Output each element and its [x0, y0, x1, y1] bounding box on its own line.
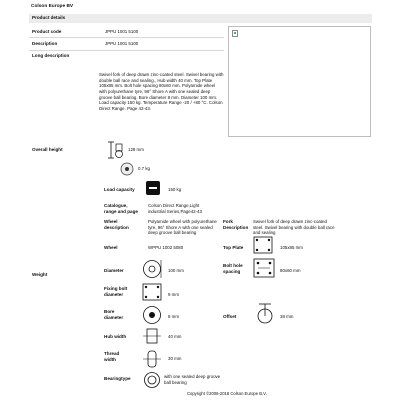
load-capacity-label: Load capacity	[104, 187, 135, 192]
wheel-description-label: Wheel description	[104, 219, 129, 230]
thread-width-icon	[142, 349, 162, 369]
wheel-label: Wheel	[104, 245, 118, 250]
fork-description-value: Swivel fork of deep drawn zinc-coated steel. Swivel bearing with double ball race and sealing	[253, 219, 335, 235]
bore-icon	[142, 305, 162, 325]
long-description-text: Swivel fork of deep drawn zinc-coated steel. Swivel bearing with double ball race and sealing., Hub width 40 mm. Top Plate 105x85 mm. Bolt hole spacing 80x60 mm. Polyamide wheel with polyurethane tyre, 96° Shore A with one sealed deep groove ball bearing. Bore diameter 8 mm. Diameter 100 mm. Load capacity 150 kg. Temperature Range -20 / +80 °C. Colson Direct Range. Page 42-43.	[99, 72, 224, 111]
overall-height-value: 128 mm	[128, 147, 144, 152]
footer-copyright: Copyright ©2006-2018 Colson Europe B.V.	[187, 391, 267, 396]
divider	[29, 50, 224, 51]
height-icon	[105, 140, 125, 160]
description-value: JPPU 1001 5100	[105, 41, 139, 46]
diameter-icon	[142, 259, 162, 279]
product-code-value: JPPU 1001 5100	[105, 29, 139, 34]
catalogue-value: Colson Direct Range,Light industrial Series,Page42-43	[148, 203, 202, 214]
thread-width-value: 30 mm	[168, 356, 182, 361]
top-plate-value: 105x85 mm	[280, 245, 303, 250]
hub-width-icon	[142, 327, 162, 345]
diameter-value: 100 mm	[168, 268, 184, 273]
description-label: Description	[32, 41, 58, 46]
weight-label: Weight	[32, 272, 48, 277]
bolt-hole-label: Bolt hole spacing	[223, 263, 243, 274]
fixing-bolt-icon	[142, 283, 162, 301]
diameter-label: Diameter	[104, 268, 124, 273]
bearingtype-value: with one sealed deep groove ball bearing	[164, 374, 221, 385]
weight-value: 0.7 kg	[138, 166, 150, 171]
bearingtype-icon	[142, 371, 162, 389]
product-code-label: Product code	[32, 29, 62, 34]
product-details-header	[29, 14, 372, 23]
load-capacity-icon	[145, 180, 161, 196]
company-name: Colson Europe BV	[31, 4, 74, 9]
divider	[29, 37, 224, 38]
bolt-hole-value: 80x60 mm	[280, 268, 301, 273]
fixing-bolt-value: 9 mm	[168, 292, 179, 297]
broken-image-icon	[232, 30, 238, 37]
fixing-bolt-label: Fixing bolt diameter	[104, 286, 128, 297]
wheel-value: WPPU 1002 5080	[148, 245, 184, 250]
load-capacity-value: 150 kg	[168, 187, 182, 192]
top-plate-label: Top Plate	[223, 245, 244, 250]
hub-width-value: 40 mm	[168, 334, 182, 339]
long-description-label: Long description	[32, 53, 70, 58]
overall-height-label: Overall height	[32, 147, 63, 152]
catalogue-label: Catalogue, range and page	[104, 203, 138, 214]
wheel-description-value: Polyamide wheel with polyurethane tyre, 96° Shore A with one sealed deep groove ball bearing	[148, 219, 217, 235]
product-image	[228, 26, 371, 137]
bore-value: 8 mm	[168, 314, 179, 319]
bore-label: Bore diameter	[104, 309, 124, 320]
top-plate-icon	[253, 236, 273, 254]
thread-width-label: Thread width	[104, 351, 120, 362]
bolt-hole-icon	[253, 258, 275, 278]
offset-label: Offset	[223, 314, 237, 319]
offset-icon	[256, 303, 274, 325]
weight-icon	[120, 162, 134, 176]
hub-width-label: Hub width	[104, 334, 127, 339]
offset-value: 38 mm	[280, 314, 294, 319]
fork-description-label: Fork Description	[223, 219, 249, 230]
product-details-title: Product details	[32, 15, 66, 20]
bearingtype-label: Bearingtype	[104, 376, 131, 381]
